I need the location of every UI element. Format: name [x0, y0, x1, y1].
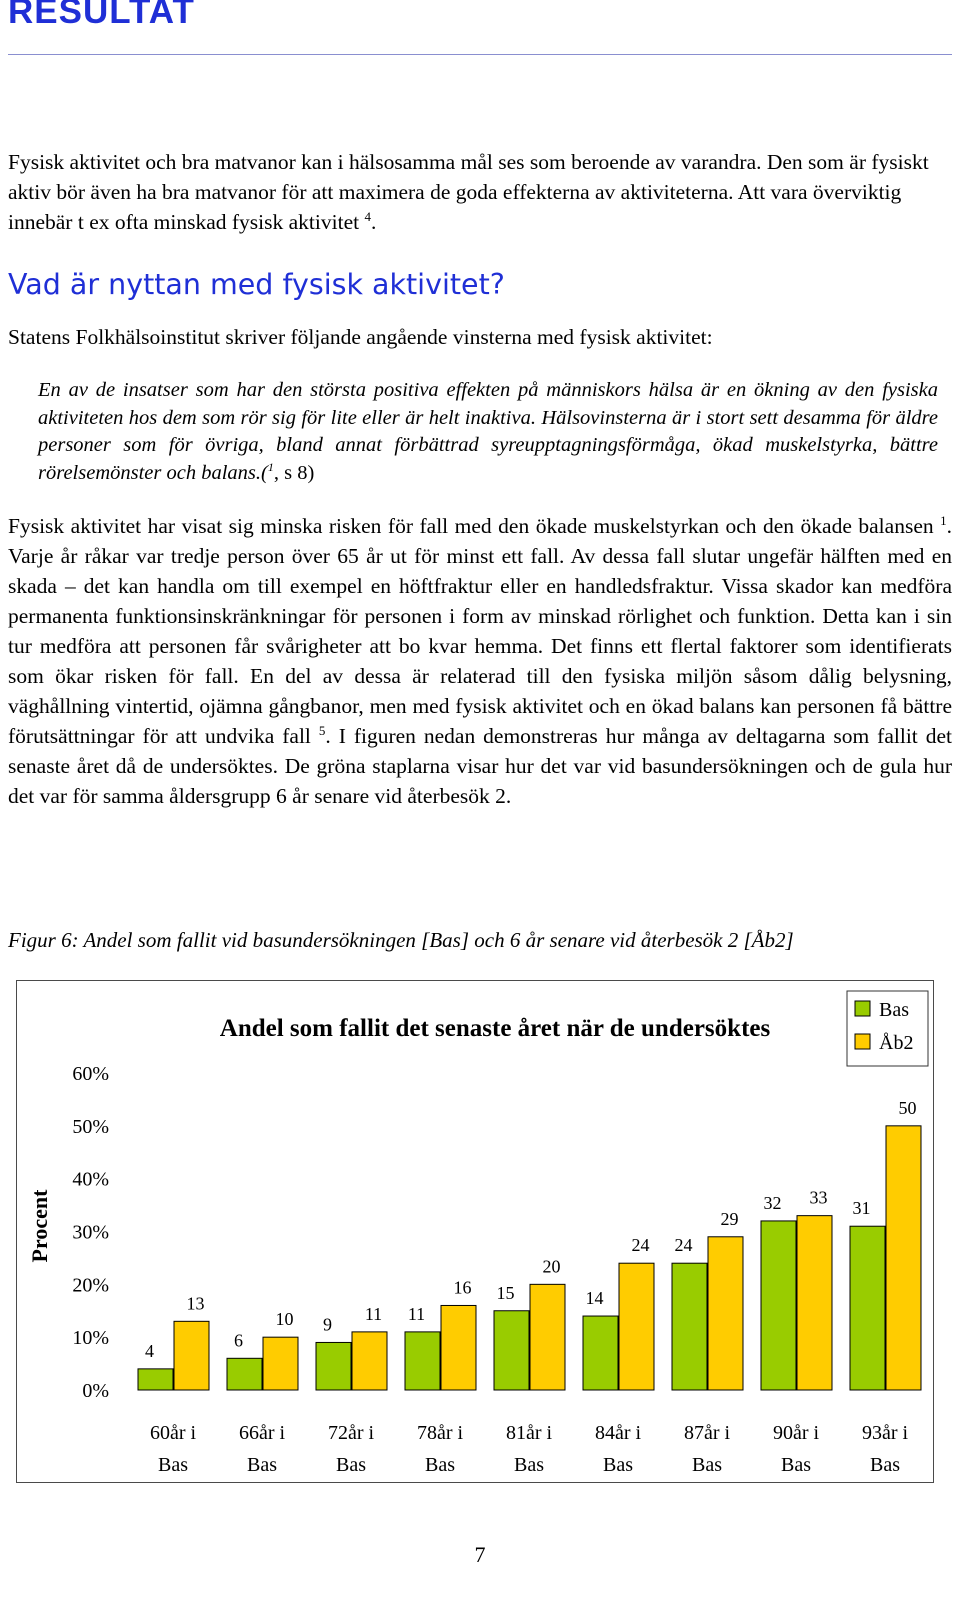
bar-chart [17, 981, 935, 1484]
body-text-3: . I figuren nedan demonstreras hur många av deltagarna som fallit det senaste året då de undersöktes. De gröna staplarna visar hur det var vid basundersökningen och de gula hur det var för samma åldersgrupp 6 år senare vid återbesök 2. [8, 724, 952, 808]
bar-bas [672, 1263, 707, 1390]
x-tick-label: Bas [781, 1454, 811, 1476]
x-tick-label: Bas [603, 1454, 633, 1476]
quote-citation-open: ( [261, 461, 268, 484]
x-tick-label: 84år i [594, 1422, 642, 1444]
body-paragraph [8, 511, 952, 811]
legend-swatch-åb2 [855, 1034, 870, 1049]
reference-1b: 1 [940, 512, 947, 528]
y-tick-label: 10% [72, 1327, 109, 1350]
bar-bas [850, 1226, 885, 1390]
y-axis-label: Procent [27, 1189, 52, 1263]
x-tick-label: 60år i [149, 1422, 197, 1444]
reference-1: 1 [267, 459, 274, 474]
data-label: 31 [852, 1198, 871, 1219]
body-text-2: . Varje år råkar var tredje person över 65 år ut för minst ett fall. Av dessa fall slutar ungefär hälften med en skada – det kan handla om till exempel en höftfraktur eller en handledsfraktur. Vissa skador kan medföra permanenta funktionsinskränkningar för personen i form av minskad rörlighet och funktion. Detta kan i sin tur medföra att personen får svårigheter att bo kvar hemma. Det finns ett flertal faktorer som identifierats som ökar risken för fall. En del av dessa är relaterad till den fysiska miljön såsom dålig belysning, väghållning vintertid, ojämna gångbanor, men med fysisk aktivitet och en ökad balans kan personen få bättre förutsättningar för att undvika fall [8, 514, 952, 748]
bar-bas [138, 1369, 173, 1390]
y-tick-label: 60% [72, 1063, 109, 1085]
data-label: 33 [809, 1187, 828, 1208]
x-tick-label: Bas [158, 1454, 188, 1476]
bar-åb2 [619, 1263, 654, 1390]
document-title: RESULTAT [8, 0, 195, 31]
chart-frame [16, 980, 934, 1483]
y-tick-label: 20% [72, 1274, 109, 1297]
bar-bas [494, 1311, 529, 1390]
legend-swatch-bas [855, 1001, 870, 1016]
data-label: 9 [323, 1314, 332, 1335]
chart-title: Andel som fallit det senaste året när de undersöktes [219, 1015, 771, 1042]
x-tick-label: 78år i [416, 1422, 464, 1444]
x-tick-label: 66år i [238, 1422, 286, 1444]
section-heading: Vad är nyttan med fysisk aktivitet? [8, 268, 505, 301]
bar-bas [583, 1316, 618, 1390]
data-label: 14 [585, 1288, 604, 1309]
x-tick-label: 72år i [327, 1422, 375, 1444]
reference-5: 5 [318, 722, 326, 738]
bar-åb2 [352, 1332, 387, 1390]
y-tick-label: 40% [72, 1168, 109, 1191]
bar-åb2 [263, 1337, 298, 1390]
x-tick-label: 93år i [861, 1422, 909, 1444]
bar-åb2 [886, 1126, 921, 1390]
intro-paragraph [8, 147, 952, 237]
data-label: 10 [275, 1309, 294, 1330]
data-label: 24 [674, 1235, 693, 1256]
x-tick-label: 87år i [683, 1422, 731, 1444]
data-label: 16 [453, 1277, 472, 1298]
x-tick-label: Bas [247, 1454, 277, 1476]
intro-end: . [370, 210, 377, 234]
data-label: 29 [720, 1208, 739, 1229]
data-label: 32 [763, 1192, 782, 1213]
x-tick-label: Bas [336, 1454, 366, 1476]
page-number: 7 [474, 1542, 486, 1567]
lead-paragraph: Statens Folkhälsoinstitut skriver följande angående vinsterna med fysisk aktivitet: [8, 325, 713, 349]
legend-label: Bas [879, 999, 909, 1021]
data-label: 4 [145, 1340, 154, 1361]
x-tick-label: Bas [692, 1454, 722, 1476]
bar-åb2 [530, 1284, 565, 1390]
x-tick-label: Bas [514, 1454, 544, 1476]
data-label: 13 [186, 1293, 205, 1314]
data-label: 50 [898, 1097, 917, 1118]
bar-åb2 [441, 1305, 476, 1390]
bar-åb2 [708, 1237, 743, 1390]
data-label: 20 [542, 1256, 561, 1277]
reference-4: 4 [364, 208, 371, 224]
x-tick-label: Bas [425, 1454, 455, 1476]
bar-bas [405, 1332, 440, 1390]
body-text-1: Fysisk aktivitet har visat sig minska risken för fall med den ökade muskelstyrkan och den ökade balansen [8, 514, 941, 538]
figure-caption: Figur 6: Andel som fallit vid basundersökningen [Bas] och 6 år senare vid återbesök 2 [Åb2] [8, 928, 794, 952]
x-tick-label: 81år i [505, 1422, 553, 1444]
quote-text: En av de insatser som har den största positiva effekten på människors hälsa är en ökning av den fysiska aktiviteten hos dem som rör sig för lite eller är helt inaktiva. Hälsovinsterna är i stort sett desamma för äldre personer som för övriga, bland annat förbättrad syreupptagningsförmåga, ökad muskelstyrka, bättre rörelsemönster och balans. [38, 379, 938, 484]
x-tick-label: Bas [870, 1454, 900, 1476]
legend-label: Åb2 [879, 1032, 914, 1054]
title-divider [8, 54, 952, 55]
data-label: 11 [364, 1303, 383, 1324]
bar-bas [316, 1342, 351, 1390]
quote-block [38, 377, 938, 487]
y-tick-label: 0% [82, 1380, 109, 1402]
data-label: 6 [234, 1330, 243, 1351]
bar-bas [227, 1358, 262, 1390]
bar-åb2 [174, 1321, 209, 1390]
data-label: 11 [407, 1303, 426, 1324]
data-label: 24 [631, 1235, 650, 1256]
y-tick-label: 50% [72, 1115, 109, 1138]
intro-text: Fysisk aktivitet och bra matvanor kan i hälsosamma mål ses som beroende av varandra. Den som är fysiskt aktiv bör även ha bra matvanor för att maximera de goda effekterna av aktiviteterna. Att vara överviktig innebär t ex ofta minskad fysisk aktivitet [8, 150, 929, 234]
bar-åb2 [797, 1216, 832, 1390]
data-label: 15 [496, 1282, 515, 1303]
y-tick-label: 30% [72, 1221, 109, 1244]
x-tick-label: 90år i [772, 1422, 820, 1444]
bar-bas [761, 1221, 796, 1390]
quote-citation-close: , s 8) [273, 461, 315, 484]
